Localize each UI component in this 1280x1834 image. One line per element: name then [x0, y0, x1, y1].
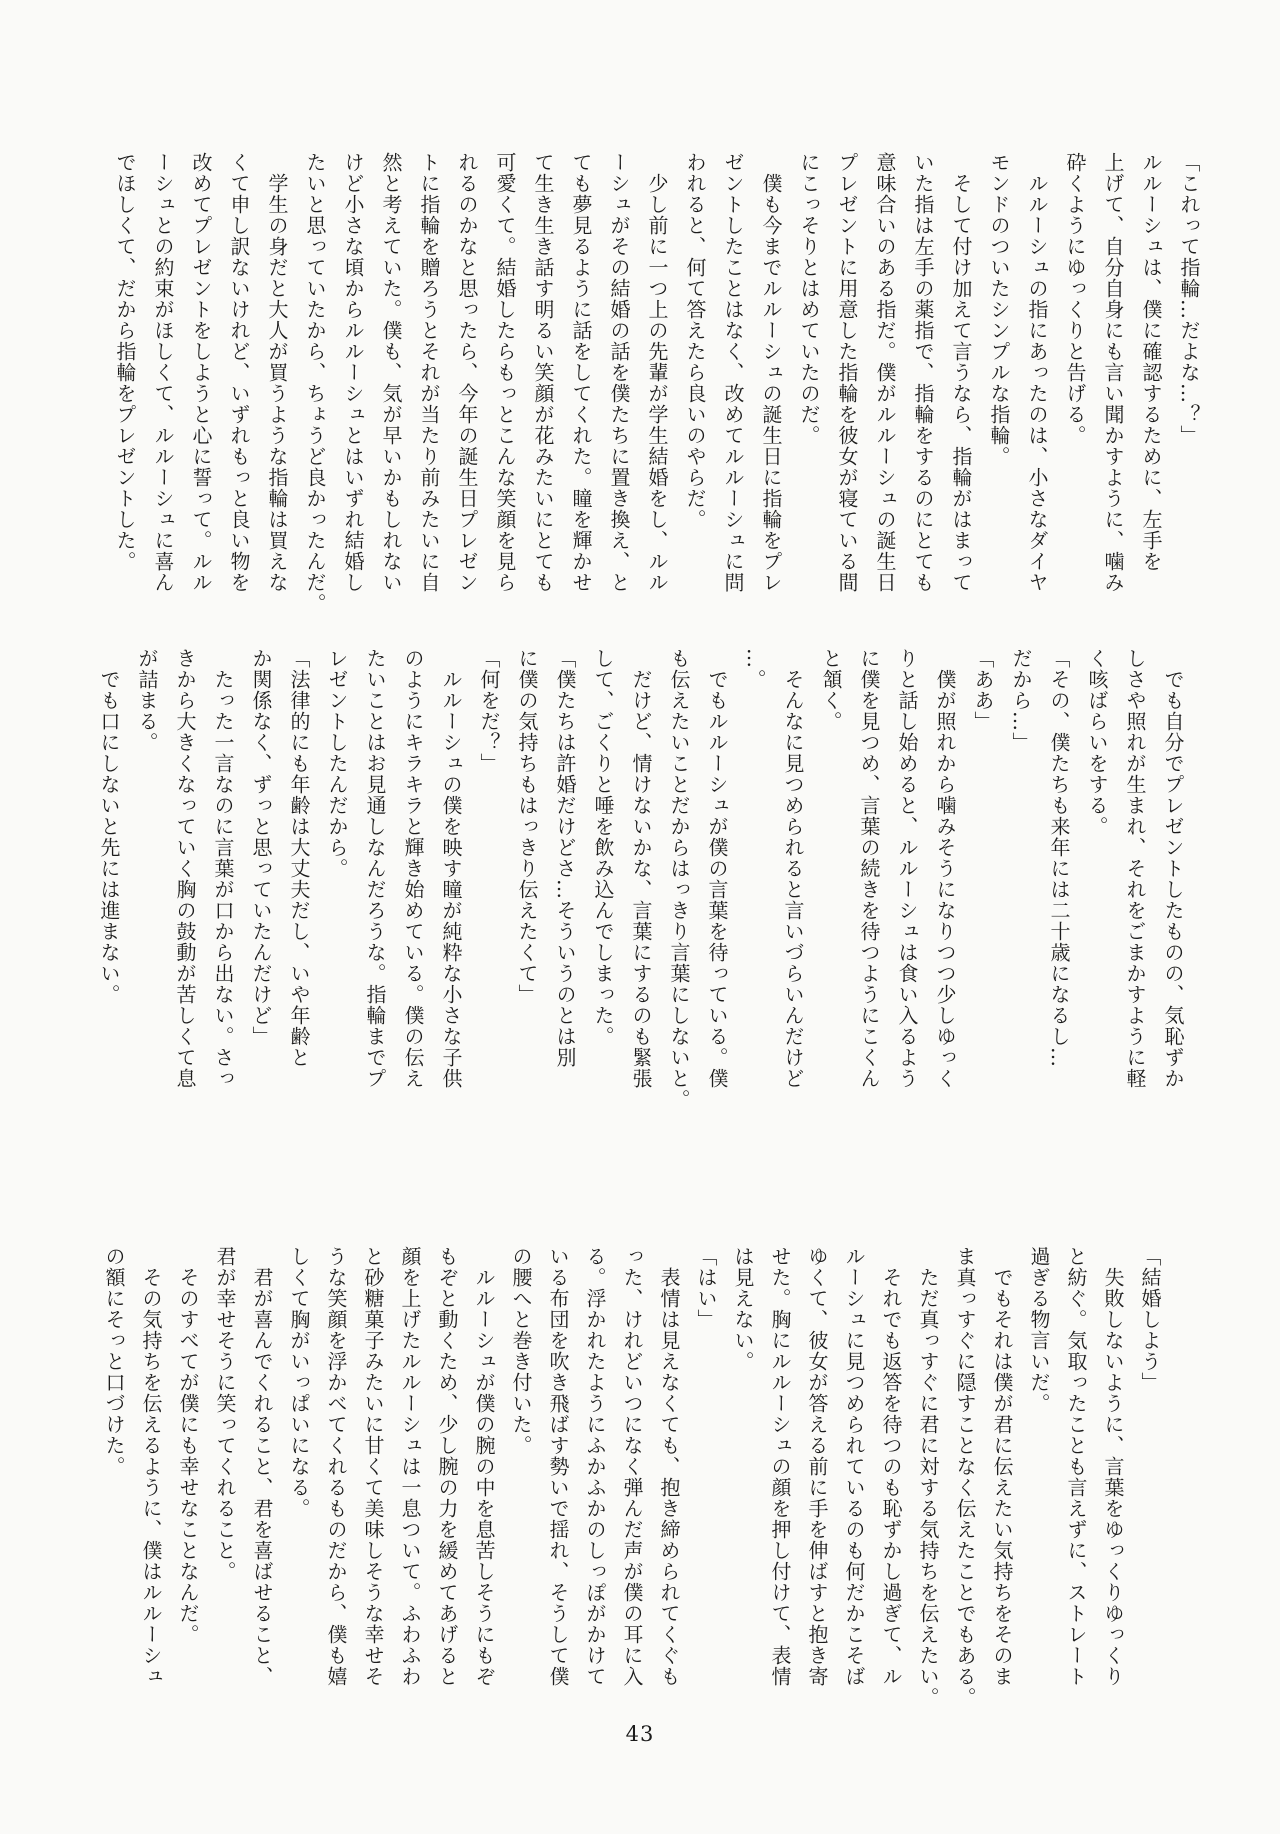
text-line: そんなに見つめられると言いづらいんだけど — [781, 648, 805, 1089]
text-line: でも口にしないと先には進まない。 — [97, 648, 121, 1005]
text-line: ーシュとの約束がほしくて、ルルーシュに喜ん — [151, 152, 175, 593]
text-band-bottom — [95, 1246, 1168, 1708]
text-line: ても夢見るように話をしてくれた。瞳を輝かせ — [569, 152, 593, 593]
text-line: …。 — [743, 648, 767, 690]
text-line: に僕の気持ちもはっきり伝えたくて」 — [515, 648, 539, 1005]
text-line: 砕くようにゆっくりと告げる。 — [1063, 152, 1087, 446]
text-line: だけど、情けないかな、言葉にするのも緊張 — [629, 648, 653, 1089]
text-line: も伝えたいことだからはっきり言葉にしないと。 — [667, 648, 691, 1110]
text-line: 上げて、自分自身にも言い聞かすように、噛み — [1101, 152, 1125, 593]
text-line: 過ぎる物言いだ。 — [1027, 1246, 1051, 1414]
text-line: ま真っすぐに隠すことなく伝えたことでもある。 — [953, 1246, 977, 1708]
text-line: 表情は見えなくても、抱き締められてくぐも — [657, 1246, 681, 1687]
text-line: く咳ばらいをする。 — [1085, 648, 1109, 837]
page-number: 43 — [625, 1722, 655, 1746]
text-line: ルルーシュが僕の腕の中を息苦しそうにもぞ — [472, 1246, 496, 1687]
text-line: 意味合いのある指だ。僕がルルーシュの誕生日 — [873, 152, 897, 593]
text-line: でほしくて、だから指輪をプレゼントした。 — [113, 152, 137, 572]
text-line: して、ごくりと唾を飲み込んでしまった。 — [591, 648, 615, 1047]
text-line: 「はい」 — [694, 1246, 718, 1330]
text-line: 学生の身だと大人が買うような指輪は買えな — [265, 152, 289, 593]
text-line: トに指輪を贈ろうとそれが当たり前みたいに自 — [417, 152, 441, 593]
text-line: その気持ちを伝えるように、僕はルルーシュ — [139, 1246, 163, 1687]
text-line: に僕を見つめ、言葉の続きを待つようにこくん — [857, 648, 881, 1089]
text-line: でも自分でプレゼントしたものの、気恥ずか — [1161, 648, 1185, 1089]
text-line: でもそれは僕が君に伝えたい気持ちをそのま — [990, 1246, 1014, 1687]
text-line: 「僕たちは許婚だけどさ…そういうのとは別 — [553, 648, 577, 1068]
text-line: 君が喜んでくれること、君を喜ばせること、 — [250, 1246, 274, 1687]
text-line: ーシュがその結婚の話を僕たちに置き換え、と — [607, 152, 631, 593]
text-line: ゼントしたことはなく、改めてルルーシュに問 — [721, 152, 745, 593]
text-line: ルルーシュの指にあったのは、小さなダイヤ — [1025, 152, 1049, 593]
text-line: った、けれどいつになく弾んだ声が僕の耳に入 — [620, 1246, 644, 1687]
text-line: いた指は左手の薬指で、指輪をするのにとても — [911, 152, 935, 593]
text-line: うな笑顔を浮かべてくれるものだから、僕も嬉 — [324, 1246, 348, 1687]
text-line: 僕も今までルルーシュの誕生日に指輪をプレ — [759, 152, 783, 593]
text-line: か関係なく、ずっと思っていたんだけど」 — [249, 648, 273, 1047]
text-line: しさや照れが生まれ、それをごまかすように軽 — [1123, 648, 1147, 1089]
text-line: と頷く。 — [819, 648, 843, 732]
text-line: レゼントしたんだから。 — [325, 648, 349, 879]
text-line: のようにキラキラと輝き始めている。僕の伝え — [401, 648, 425, 1089]
text-line: 顔を上げたルルーシュは一息ついて。ふわふわ — [398, 1246, 422, 1687]
text-line: ゆくて、彼女が答える前に手を伸ばすと抱き寄 — [805, 1246, 829, 1687]
text-line: 「ああ」 — [971, 648, 995, 732]
text-line: プレゼントに用意した指輪を彼女が寝ている間 — [835, 152, 859, 593]
text-line: 「その、僕たちも来年には二十歳になるし… — [1047, 648, 1071, 1068]
text-line: たった一言なのに言葉が口から出ない。さっ — [211, 648, 235, 1089]
text-line: れるのかなと思ったら、今年の誕生日プレゼン — [455, 152, 479, 593]
text-line: けど小さな頃からルルーシュとはいずれ結婚し — [341, 152, 365, 593]
text-line: ただ真っすぐに君に対する気持ちを伝えたい。 — [916, 1246, 940, 1708]
text-line: きから大きくなっていく胸の鼓動が苦しくて息 — [173, 648, 197, 1089]
text-line: でもルルーシュが僕の言葉を待っている。僕 — [705, 648, 729, 1089]
text-line: 少し前に一つ上の先輩が学生結婚をし、ルル — [645, 152, 669, 593]
text-line: たいことはお見通しなんだろうな。指輪までプ — [363, 648, 387, 1089]
text-line: しくて胸がいっぱいになる。 — [287, 1246, 311, 1519]
text-line: 改めてプレゼントをしようと心に誓って。ルル — [189, 152, 213, 593]
text-line: と砂糖菓子みたいに甘くて美味しそうな幸せそ — [361, 1246, 385, 1687]
text-band-top — [106, 152, 1208, 614]
text-line: る。浮かれたようにふかふかのしっぽがかけて — [583, 1246, 607, 1687]
text-line: 「これって指輪…だよな…？」 — [1177, 152, 1201, 446]
text-line: の腰へと巻き付いた。 — [509, 1246, 533, 1456]
text-line: そして付け加えて言うなら、指輪がはまって — [949, 152, 973, 593]
text-line: モンドのついたシンプルな指輪。 — [987, 152, 1011, 467]
text-band-middle — [90, 648, 1192, 1110]
text-line: 可愛くて。結婚したらもっとこんな笑顔を見ら — [493, 152, 517, 593]
text-line: 然と考えていた。僕も、気が早いかもしれない — [379, 152, 403, 593]
text-line: 失敗しないように、言葉をゆっくりゆっくり — [1101, 1246, 1125, 1687]
text-line: ルルーシュは、僕に確認するために、左手を — [1139, 152, 1163, 572]
text-line: が詰まる。 — [135, 648, 159, 753]
text-line: 僕が照れから噛みそうになりつつ少しゆっく — [933, 648, 957, 1089]
text-line: 君が幸せそうに笑ってくれること。 — [213, 1246, 237, 1582]
text-line: もぞと動くため、少し腕の力を緩めてあげると — [435, 1246, 459, 1687]
text-line: われると、何て答えたら良いのやらだ。 — [683, 152, 707, 530]
text-line: 「法律的にも年齢は大丈夫だし、いや年齢と — [287, 648, 311, 1068]
text-line: 「結婚しよう」 — [1138, 1246, 1162, 1393]
text-line: りと話し始めると、ルルーシュは食い入るよう — [895, 648, 919, 1089]
text-line: だから…」 — [1009, 648, 1033, 753]
text-line: は見えない。 — [731, 1246, 755, 1372]
text-line: 「何をだ？」 — [477, 648, 501, 774]
text-line: にこっそりとはめていたのだ。 — [797, 152, 821, 446]
text-line: たいと思っていたから、ちょうど良かったんだ。 — [303, 152, 327, 614]
text-line: そのすべてが僕にも幸せなことなんだ。 — [176, 1246, 200, 1645]
text-line: ルルーシュの僕を映す瞳が純粋な小さな子供 — [439, 648, 463, 1089]
text-line: くて申し訳ないけれど、いずれもっと良い物を — [227, 152, 251, 593]
text-line: て生き生き話す明るい笑顔が花みたいにとても — [531, 152, 555, 593]
text-line: いる布団を吹き飛ばす勢いで揺れ、そうして僕 — [546, 1246, 570, 1687]
text-line: せた。胸にルルーシュの顔を押し付けて、表情 — [768, 1246, 792, 1687]
text-line: の額にそっと口づけた。 — [102, 1246, 126, 1477]
text-line: と紡ぐ。気取ったことも言えずに、ストレート — [1064, 1246, 1088, 1687]
text-line: それでも返答を待つのも恥ずかし過ぎて、ル — [879, 1246, 903, 1687]
text-line: ルーシュに見つめられているのも何だかこそば — [842, 1246, 866, 1687]
